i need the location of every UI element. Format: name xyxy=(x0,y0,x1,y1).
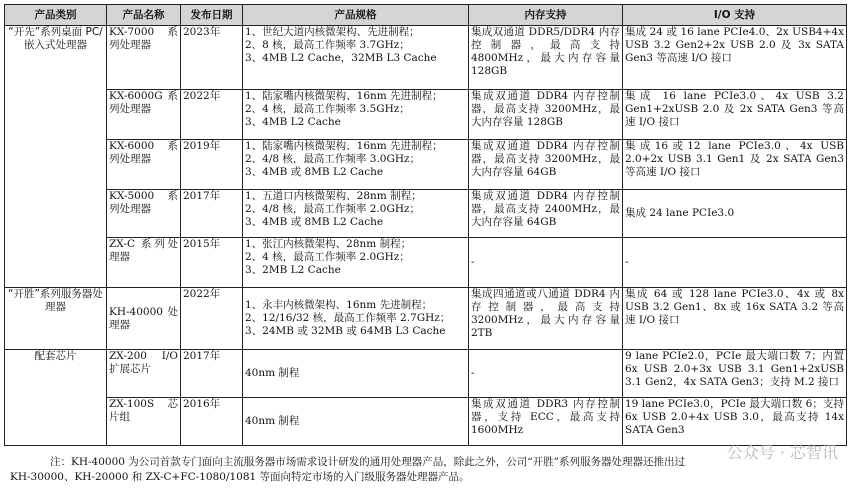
memory-support: 集成双通道 DDR5/DDR4 内存控制器，最高支持 4800MHz，最大内存容量 128GB xyxy=(469,26,623,90)
table-row xyxy=(5,288,847,350)
header-spec: 产品规格 xyxy=(243,5,469,26)
header-category: 产品类别 xyxy=(5,5,107,26)
table-row xyxy=(5,90,847,140)
table-row xyxy=(5,26,847,90)
product-name: ZX-C 系列处理器 xyxy=(107,238,181,288)
product-spec xyxy=(243,350,469,398)
product-spec xyxy=(243,190,469,238)
product-name: KX-5000 系列处理器 xyxy=(107,190,181,238)
product-spec xyxy=(243,90,469,140)
product-name: KH-40000 处理器 xyxy=(107,288,181,350)
spec-line: 40nm 制程 xyxy=(245,415,300,427)
memory-support: 集成双通道 DDR4 内存控制器，最高支持 2400MHz，最大内存容量 64GB xyxy=(469,190,623,238)
product-spec-table xyxy=(4,4,847,446)
table-row xyxy=(5,238,847,288)
table-header-row xyxy=(5,5,847,26)
watermark-text: 公众号 · 芯智讯 xyxy=(726,443,838,462)
io-support: 集成16或12 lane PCIe3.0、4x USB 2.0+2x USB 3.1 Gen1 及 2x SATA Gen3 等高速 I/O 接口 xyxy=(623,140,847,190)
memory-support: - xyxy=(469,238,623,288)
io-support: 9 lane PCIe2.0，PCIe 最大端口数 7；内置 6x USB 2.0+3x USB 3.1 Gen1+2xUSB 3.1 Gen2，4x SATA Gen3；支持 M.2 接口 xyxy=(623,350,847,398)
category-server: “开胜”系列服务器处理器 xyxy=(5,288,107,350)
release-date: 2017年 xyxy=(181,350,243,398)
release-date: 2022年 xyxy=(181,288,243,350)
io-support: - xyxy=(623,238,847,288)
spec-line: 3、24MB 或 32MB 或 64MB L3 Cache xyxy=(245,325,446,337)
spec-line: 1、永丰内核微架构、16nm 先进制程； xyxy=(245,299,433,311)
spec-line: 1、陆家嘴内核微架构、16nm 先进制程； xyxy=(245,90,443,102)
spec-line: 1、世纪大道内核微架构、先进制程； xyxy=(245,26,420,38)
release-date: 2016年 xyxy=(181,398,243,446)
release-date: 2023年 xyxy=(181,26,243,90)
product-name: ZX-100S 芯片组 xyxy=(107,398,181,446)
release-date: 2017年 xyxy=(181,190,243,238)
spec-line: 3、4MB L2 Cache，32MB L3 Cache xyxy=(245,52,437,64)
product-spec xyxy=(243,288,469,350)
product-spec xyxy=(243,238,469,288)
release-date: 2019年 xyxy=(181,140,243,190)
spec-line: 3、4MB 或 8MB L2 Cache xyxy=(245,166,384,178)
footnote-line-2: KH-30000、KH-20000 和 ZX-C+FC-1080/1081 等面向特定市场的入门级服务器处理器产品。 xyxy=(10,471,470,483)
memory-support: 集成双通道 DDR3 内存控制器，支持 ECC，最高支持 1600MHz xyxy=(469,398,623,446)
spec-line: 2、4 核，最高工作频率 3.5GHz； xyxy=(245,103,410,115)
memory-support: - xyxy=(469,350,623,398)
table-row xyxy=(5,398,847,446)
table-row xyxy=(5,190,847,238)
header-memory: 内存支持 xyxy=(469,5,623,26)
io-support: 集成 64 或 128 lane PCIe3.0、4x 或 8x USB 3.2 Gen1、8x 或 16x SATA 3.2 等高速 I/O 接口 xyxy=(623,288,847,350)
memory-support: 集成双通道 DDR4 内存控制器，最高支持 3200MHz，最大内存容量 64GB xyxy=(469,140,623,190)
memory-support: 集成四通道或八通道 DDR4 内存控制器，最高支持 3200MHz，最大内存容量 2TB xyxy=(469,288,623,350)
spec-line: 1、陆家嘴内核微架构、16nm 先进制程； xyxy=(245,140,443,152)
spec-line: 2、12/16/32 核，最高工作频率 2.7GHz； xyxy=(245,312,451,324)
io-support: 集成 24 或 16 lane PCIe4.0、2x USB4+4x USB 3.2 Gen2+2x USB 2.0 及 3x SATA Gen3 等高速 I/O 接口 xyxy=(623,26,847,90)
spec-line: 2、4 核，最高工作频率 2.0GHz； xyxy=(245,251,410,263)
io-support: 19 lane PCIe3.0，PCIe 最大端口数 6；支持 6x USB 2.0+4x USB 3.0，最高支持 14x SATA Gen3 xyxy=(623,398,847,446)
memory-support: 集成双通道 DDR4 内存控制器，最高支持 3200MHz，最大内存容量 128GB xyxy=(469,90,623,140)
table-footnote xyxy=(10,455,840,485)
category-chipset: 配套芯片 xyxy=(5,350,107,446)
spec-line: 2、4/8 核，最高工作频率 3.0GHz； xyxy=(245,153,421,165)
spec-line: 2、4/8 核，最高工作频率 2.0GHz； xyxy=(245,203,421,215)
release-date: 2015年 xyxy=(181,238,243,288)
table-row xyxy=(5,350,847,398)
product-name: KX-6000 系列处理器 xyxy=(107,140,181,190)
io-support: 集成 16 lane PCIe3.0、4x USB 3.2 Gen1+2xUSB 2.0 及 2x SATA Gen3 等高速 I/O 接口 xyxy=(623,90,847,140)
io-support: 集成 24 lane PCIe3.0 xyxy=(623,190,847,238)
footnote-line-1: 注：KH-40000 为公司首款专门面向主流服务器市场需求设计研发的通用处理器产品，除此之外，公司“开胜”系列服务器处理器还推出过 xyxy=(50,456,686,468)
spec-line: 1、五道口内核微架构、28nm 制程； xyxy=(245,190,422,202)
product-spec xyxy=(243,398,469,446)
product-name: ZX-200 I/O 扩展芯片 xyxy=(107,350,181,398)
header-release-date: 发布日期 xyxy=(181,5,243,26)
header-product-name: 产品名称 xyxy=(107,5,181,26)
spec-line: 3、2MB L2 Cache xyxy=(245,264,341,276)
spec-line: 40nm 制程 xyxy=(245,367,300,379)
product-name: KX-7000 系列处理器 xyxy=(107,26,181,90)
spec-line: 2、8 核，最高工作频率 3.7GHz； xyxy=(245,39,410,51)
table-row xyxy=(5,140,847,190)
spec-line: 3、4MB L2 Cache xyxy=(245,116,341,128)
product-spec xyxy=(243,140,469,190)
category-desktop: “开先”系列桌面 PC/嵌入式处理器 xyxy=(5,26,107,288)
product-spec xyxy=(243,26,469,90)
spec-line: 3、4MB 或 8MB L2 Cache xyxy=(245,216,384,228)
product-name: KX-6000G 系列处理器 xyxy=(107,90,181,140)
header-io: I/O 支持 xyxy=(623,5,847,26)
release-date: 2022年 xyxy=(181,90,243,140)
spec-line: 1、张江内核微架构、28nm 制程； xyxy=(245,238,412,250)
